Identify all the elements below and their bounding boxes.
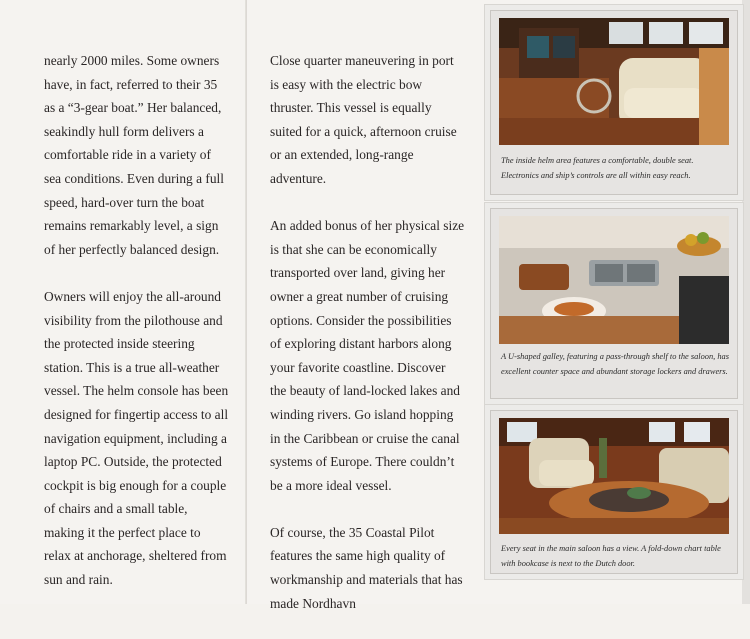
paragraph: An added bonus of her physical size is that she can be economically transported over land, giving her owner a great number of cruising options. Consider the possibilities of exploring distant harbors along your favorite coastline. Discover the beauty of land-locked lakes and winding rivers. Go island hopping in the Caribbean or cruise the canal systems of Europe. There couldn’t be a more ideal vessel. bbox=[270, 218, 465, 493]
paragraph: nearly 2000 miles. Some owners have, in fact, referred to their 35 as a “3-gear boat.” Her balanced, seakindly hull form delivers a comfortable ride in a variety of sea conditions. Even during a full speed, hard-over turn the boat remains remarkably level, a sign of her perfectly balanced design. bbox=[44, 53, 224, 257]
figure-caption: Every seat in the main saloon has a view. A fold-down chart table with bookcase is next to the Dutch door. bbox=[501, 544, 721, 568]
figure-saloon bbox=[490, 410, 738, 574]
paragraph: Of course, the 35 Coastal Pilot features the same high quality of workmanship and materials that has made Nordhavn bbox=[270, 524, 463, 611]
left-text-column bbox=[44, 49, 229, 615]
paragraph: Owners will enjoy the all-around visibility from the pilothouse and the protected inside steering station. This is a true all-weather vessel. The helm console has been designed for fingertip access to all navigation equipment, including a laptop PC. Outside, the protected cockpit is big enough for a couple of chairs and a small table, making it the perfect place to relax at anchorage, sheltered from sun and rain. bbox=[44, 288, 229, 588]
galley-photo bbox=[499, 216, 729, 344]
figure-caption: A U-shaped galley, featuring a pass-through shelf to the saloon, has excellent counter space and abundant storage lockers and drawers. bbox=[501, 352, 729, 376]
helm-station-photo bbox=[499, 18, 729, 145]
figure-helm bbox=[490, 10, 738, 195]
page-fold bbox=[245, 0, 247, 604]
paragraph: Close quarter maneuvering in port is easy with the electric bow thruster. This vessel is equally suited for a quick, afternoon cruise or an extended, long-range adventure. bbox=[270, 53, 457, 186]
middle-text-column bbox=[270, 49, 465, 639]
figure-caption: The inside helm area features a comfortable, double seat. Electronics and ship’s controls are all within easy reach. bbox=[501, 156, 694, 180]
figure-galley bbox=[490, 208, 738, 399]
saloon-photo bbox=[499, 418, 729, 534]
